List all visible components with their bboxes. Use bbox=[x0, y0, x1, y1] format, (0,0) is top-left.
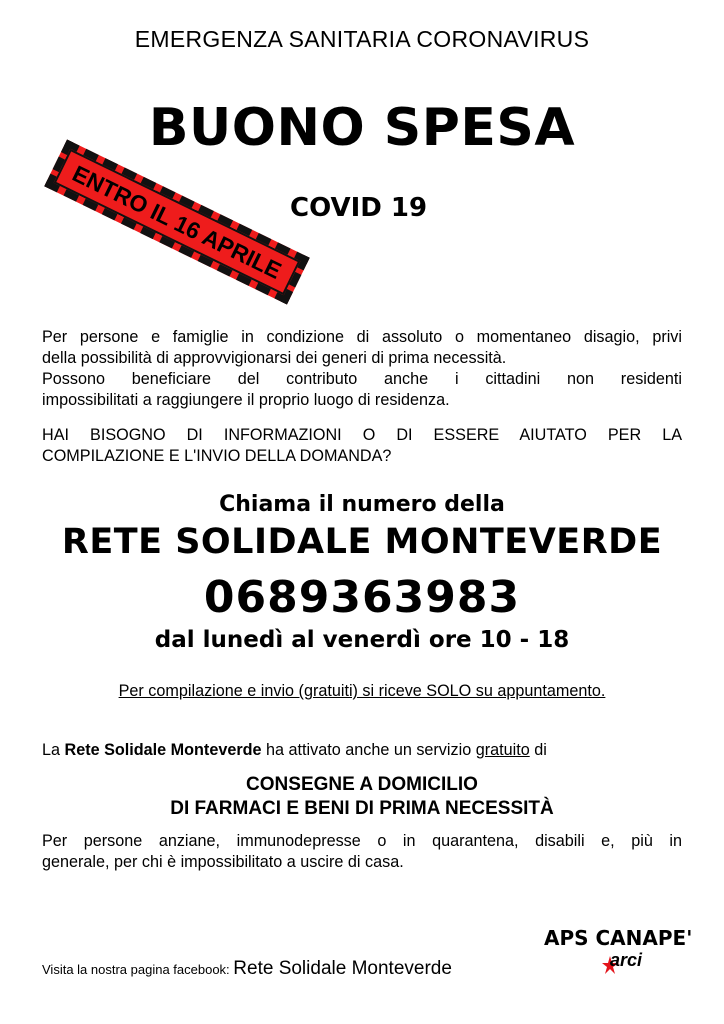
service-free: gratuito bbox=[475, 741, 530, 759]
service-line bbox=[42, 741, 547, 760]
service-network: Rete Solidale Monteverde bbox=[64, 741, 262, 759]
opening-hours: dal lunedì al venerdì ore 10 - 18 bbox=[154, 627, 570, 653]
intro-paragraph bbox=[42, 327, 682, 411]
arci-logo-text: arci bbox=[610, 950, 643, 970]
service-mid: ha attivato anche un servizio bbox=[261, 741, 476, 759]
intro-line: Possono beneficiare del contributo anche i cittadini non residenti bbox=[42, 370, 682, 388]
phone-number: 0689363983 bbox=[203, 572, 521, 623]
page-title: BUONO SPESA bbox=[148, 98, 576, 158]
intro-line: della possibilità di approvvigionarsi dei generi di prima necessità. bbox=[42, 349, 507, 367]
header-title: EMERGENZA SANITARIA CORONAVIRUS bbox=[134, 26, 590, 52]
question-line: COMPILAZIONE E L'INVIO DELLA DOMANDA? bbox=[42, 447, 392, 465]
delivery-line: CONSEGNE A DOMICILIO bbox=[246, 774, 478, 795]
service-pre: La bbox=[42, 741, 65, 759]
appointment-note: Per compilazione e invio (gratuiti) si riceve SOLO su appuntamento. bbox=[118, 682, 606, 700]
question-line: HAI BISOGNO DI INFORMAZIONI O DI ESSERE AIUTATO PER LA bbox=[42, 426, 682, 444]
facebook-line bbox=[42, 958, 452, 980]
delivery-line: DI FARMACI E BENI DI PRIMA NECESSITÀ bbox=[170, 798, 554, 819]
network-name: RETE SOLIDALE MONTEVERDE bbox=[61, 522, 663, 562]
service-post: di bbox=[529, 741, 547, 759]
facebook-page-name: Rete Solidale Monteverde bbox=[233, 958, 452, 979]
facebook-label: Visita la nostra pagina facebook: bbox=[42, 962, 234, 977]
intro-line: Per persone e famiglie in condizione di assoluto o momentaneo disagio, privi bbox=[42, 328, 682, 346]
target-line: generale, per chi è impossibilitato a uscire di casa. bbox=[42, 853, 404, 871]
intro-line: impossibilitati a raggiungere il proprio luogo di residenza. bbox=[42, 391, 450, 409]
call-text: Chiama il numero della bbox=[219, 492, 505, 517]
question-paragraph bbox=[42, 425, 682, 467]
aps-canape-logo bbox=[544, 924, 694, 984]
deadline-stamp bbox=[44, 139, 309, 304]
target-paragraph bbox=[42, 831, 682, 873]
delivery-heading bbox=[0, 773, 724, 821]
stamp-text: ENTRO IL 16 APRILE bbox=[68, 159, 286, 284]
subtitle: COVID 19 bbox=[290, 193, 428, 223]
logo-text: APS CANAPE' bbox=[544, 926, 693, 950]
target-line: Per persone anziane, immunodepresse o in quarantena, disabili e, più in bbox=[42, 832, 682, 850]
